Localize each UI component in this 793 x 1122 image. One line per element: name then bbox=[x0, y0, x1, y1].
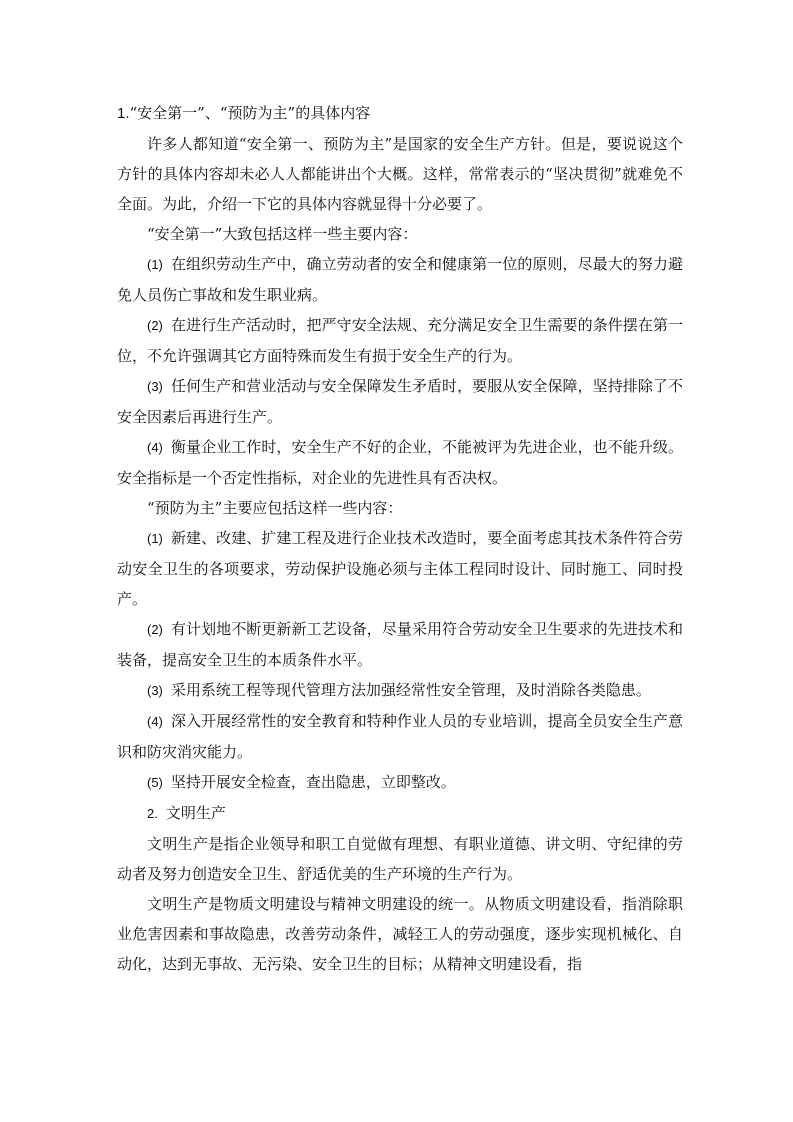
list-item bbox=[117, 706, 683, 767]
list-item bbox=[117, 614, 683, 675]
list-item bbox=[117, 432, 683, 493]
list-item bbox=[117, 767, 683, 798]
list-item bbox=[117, 249, 683, 310]
item-number: (4) bbox=[147, 440, 163, 455]
item-text: 在进行生产活动时，把严守安全法规、充分满足安全卫生需要的条件摆在第一位，不允许强调其它方面特殊而发生有损于安全生产的行为。 bbox=[117, 316, 683, 365]
list-item bbox=[117, 675, 683, 706]
section2-paragraph-1: 文明生产是指企业领导和职工自觉做有理想、有职业道德、讲文明、守纪律的劳动者及努力创造安全卫生、舒适优美的生产环境的生产行为。 bbox=[117, 835, 683, 883]
item-text: 有计划地不断更新新工艺设备，尽量采用符合劳动安全卫生要求的先进技术和装备，提高安全卫生的本质条件水平。 bbox=[117, 620, 683, 669]
list-item bbox=[117, 523, 683, 614]
item-text: 衡量企业工作时，安全生产不好的企业，不能被评为先进企业，也不能升级。安全指标是一个否定性指标，对企业的先进性具有否决权。 bbox=[117, 438, 683, 487]
list-item bbox=[117, 310, 683, 371]
item-text: 任何生产和营业活动与安全保障发生矛盾时，要服从安全保障，坚持排除了不安全因素后再进行生产。 bbox=[117, 377, 683, 426]
section1-intro: 许多人都知道“安全第一、预防为主”是国家的安全生产方针。但是，要说说这个方针的具体内容却未必人人都能讲出个大概。这样，常常表示的“坚决贯彻”就难免不全面。为此，介绍一下它的具体内容就显得十分必要了。 bbox=[117, 135, 683, 213]
document-page bbox=[117, 98, 683, 979]
prevention-lead: “预防为主”主要应包括这样一些内容： bbox=[147, 499, 403, 517]
safety-first-list bbox=[117, 249, 683, 493]
section2-title: 文明生产 bbox=[165, 804, 226, 822]
item-text: 坚持开展安全检查，查出隐患，立即整改。 bbox=[170, 773, 456, 791]
item-number: (4) bbox=[147, 714, 163, 729]
list-item bbox=[117, 371, 683, 432]
item-number: (1) bbox=[147, 257, 163, 272]
item-number: (3) bbox=[147, 683, 163, 698]
section1-title: “安全第一”、“预防为主”的具体内容 bbox=[129, 104, 371, 122]
section2-heading bbox=[117, 798, 683, 829]
item-number: (2) bbox=[147, 318, 163, 333]
section1-number: 1. bbox=[117, 105, 130, 122]
item-text: 深入开展经常性的安全教育和特种作业人员的专业培训，提高全员安全生产意识和防灾消灾能力。 bbox=[117, 712, 683, 761]
section2-number: 2. bbox=[147, 806, 158, 821]
section2-paragraph-2: 文明生产是物质文明建设与精神文明建设的统一。从物质文明建设看，指消除职业危害因素和事故隐患，改善劳动条件，减轻工人的劳动强度，逐步实现机械化、自动化，达到无事故、无污染、安全卫生的目标；从精神文明建设看，指 bbox=[117, 895, 683, 973]
item-number: (2) bbox=[147, 622, 163, 637]
item-number: (3) bbox=[147, 379, 163, 394]
item-text: 新建、改建、扩建工程及进行企业技术改造时，要全面考虑其技术条件符合劳动安全卫生的各项要求，劳动保护设施必须与主体工程同时设计、同时施工、同时投产。 bbox=[117, 529, 683, 608]
section1-heading bbox=[117, 98, 683, 129]
item-text: 在组织劳动生产中，确立劳动者的安全和健康第一位的原则，尽最大的努力避免人员伤亡事故和发生职业病。 bbox=[117, 255, 683, 304]
item-number: (1) bbox=[147, 531, 163, 546]
prevention-list bbox=[117, 523, 683, 798]
item-text: 采用系统工程等现代管理方法加强经常性安全管理，及时消除各类隐患。 bbox=[170, 681, 651, 699]
item-number: (5) bbox=[147, 775, 163, 790]
safety-first-lead: “安全第一”大致包括这样一些主要内容： bbox=[147, 225, 418, 243]
